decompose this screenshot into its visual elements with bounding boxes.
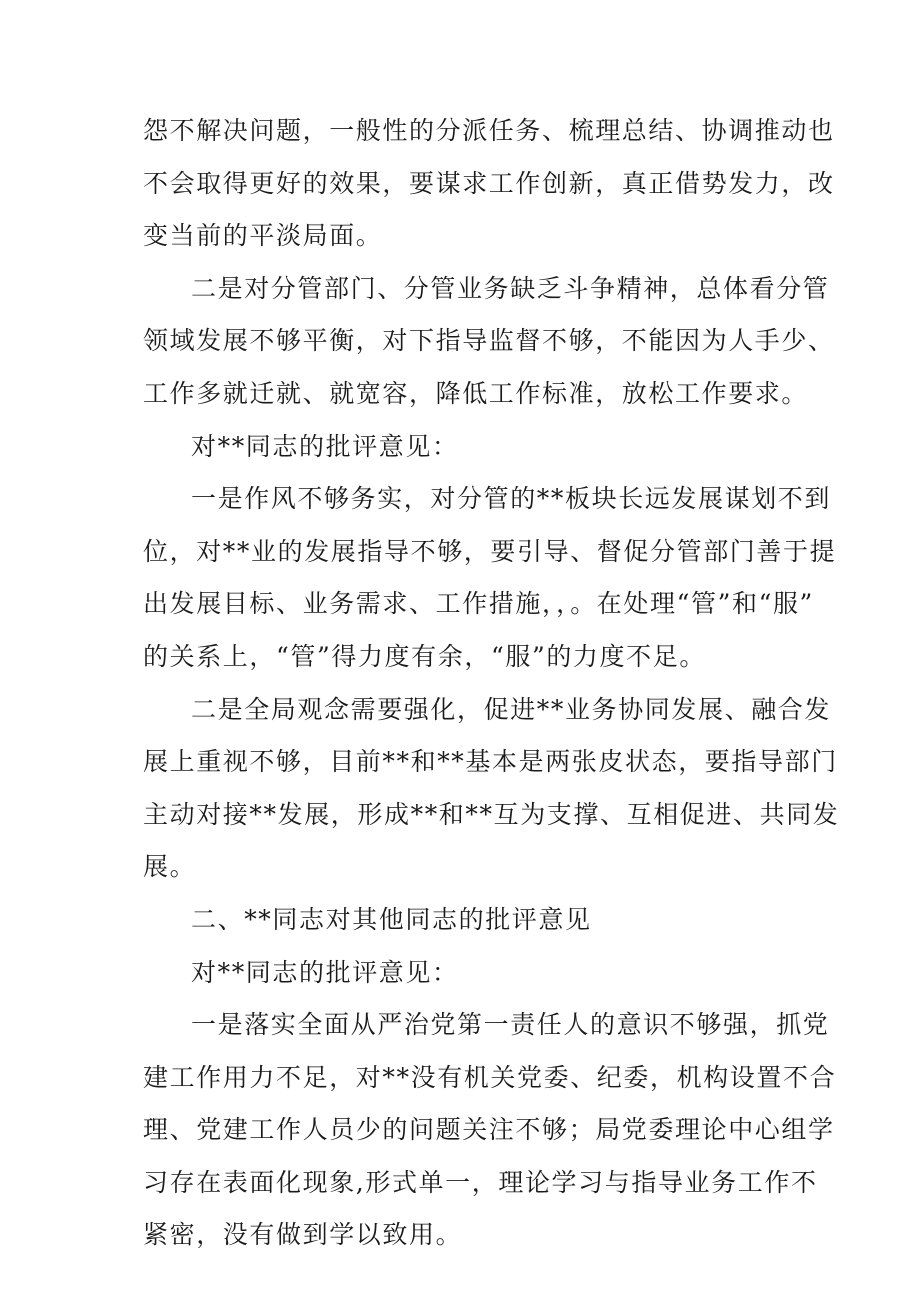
paragraph-first-line: 二是全局观念需要强化，促进**业务协同发展、融合发 bbox=[191, 694, 832, 724]
text-line: 理、党建工作人员少的问题关注不够；局党委理论中心组学 bbox=[143, 1115, 835, 1145]
text-line: 习存在表面化现象,形式单一，理论学习与指导业务工作不 bbox=[143, 1167, 818, 1197]
text-line: 主动对接**发展，形成**和**互为支撑、互相促进、共同发 bbox=[143, 799, 840, 829]
document-body bbox=[143, 105, 840, 1262]
text-line: 工作多就迁就、就宽容，降低工作标准，放松工作要求。 bbox=[143, 378, 809, 408]
subheading: 对**同志的批评意见： bbox=[191, 431, 459, 461]
text-line: 建工作用力不足，对**没有机关党委、纪委，机构设置不合 bbox=[143, 1062, 837, 1092]
text-line: 不会取得更好的效果，要谋求工作创新，真正借势发力，改 bbox=[143, 168, 835, 198]
text-line: 展。 bbox=[143, 852, 197, 882]
text-line: 怨不解决问题，一般性的分派任务、梳理总结、协调推动也 bbox=[143, 116, 835, 145]
text-line: 变当前的平淡局面。 bbox=[143, 221, 383, 251]
text-line: 的关系上，“管”得力度有余，“服”的力度不足。 bbox=[143, 641, 706, 671]
text-line: 位，对**业的发展指导不够，要引导、督促分管部门善于提 bbox=[143, 536, 837, 566]
paragraph-first-line: 二是对分管部门、分管业务缺乏斗争精神，总体看分管 bbox=[191, 273, 830, 303]
paragraph-first-line: 一是落实全面从严治党第一责任人的意识不够强，抓党 bbox=[191, 1010, 830, 1040]
text-line: 展上重视不够，目前**和**基本是两张皮状态，要指导部门 bbox=[143, 747, 838, 777]
paragraph-first-line: 一是作风不够务实，对分管的**板块长远发展谋划不到 bbox=[191, 484, 832, 514]
subheading: 对**同志的批评意见： bbox=[191, 957, 459, 987]
text-line: 领域发展不够平衡，对下指导监督不够，不能因为人手少、 bbox=[143, 326, 835, 356]
text-line: 出发展目标、业务需求、工作措施，，。在处理“管”和“服” bbox=[143, 589, 814, 619]
text-line: 紧密，没有做到学以致用。 bbox=[143, 1220, 463, 1250]
section-heading: 二、**同志对其他同志的批评意见 bbox=[191, 904, 592, 934]
